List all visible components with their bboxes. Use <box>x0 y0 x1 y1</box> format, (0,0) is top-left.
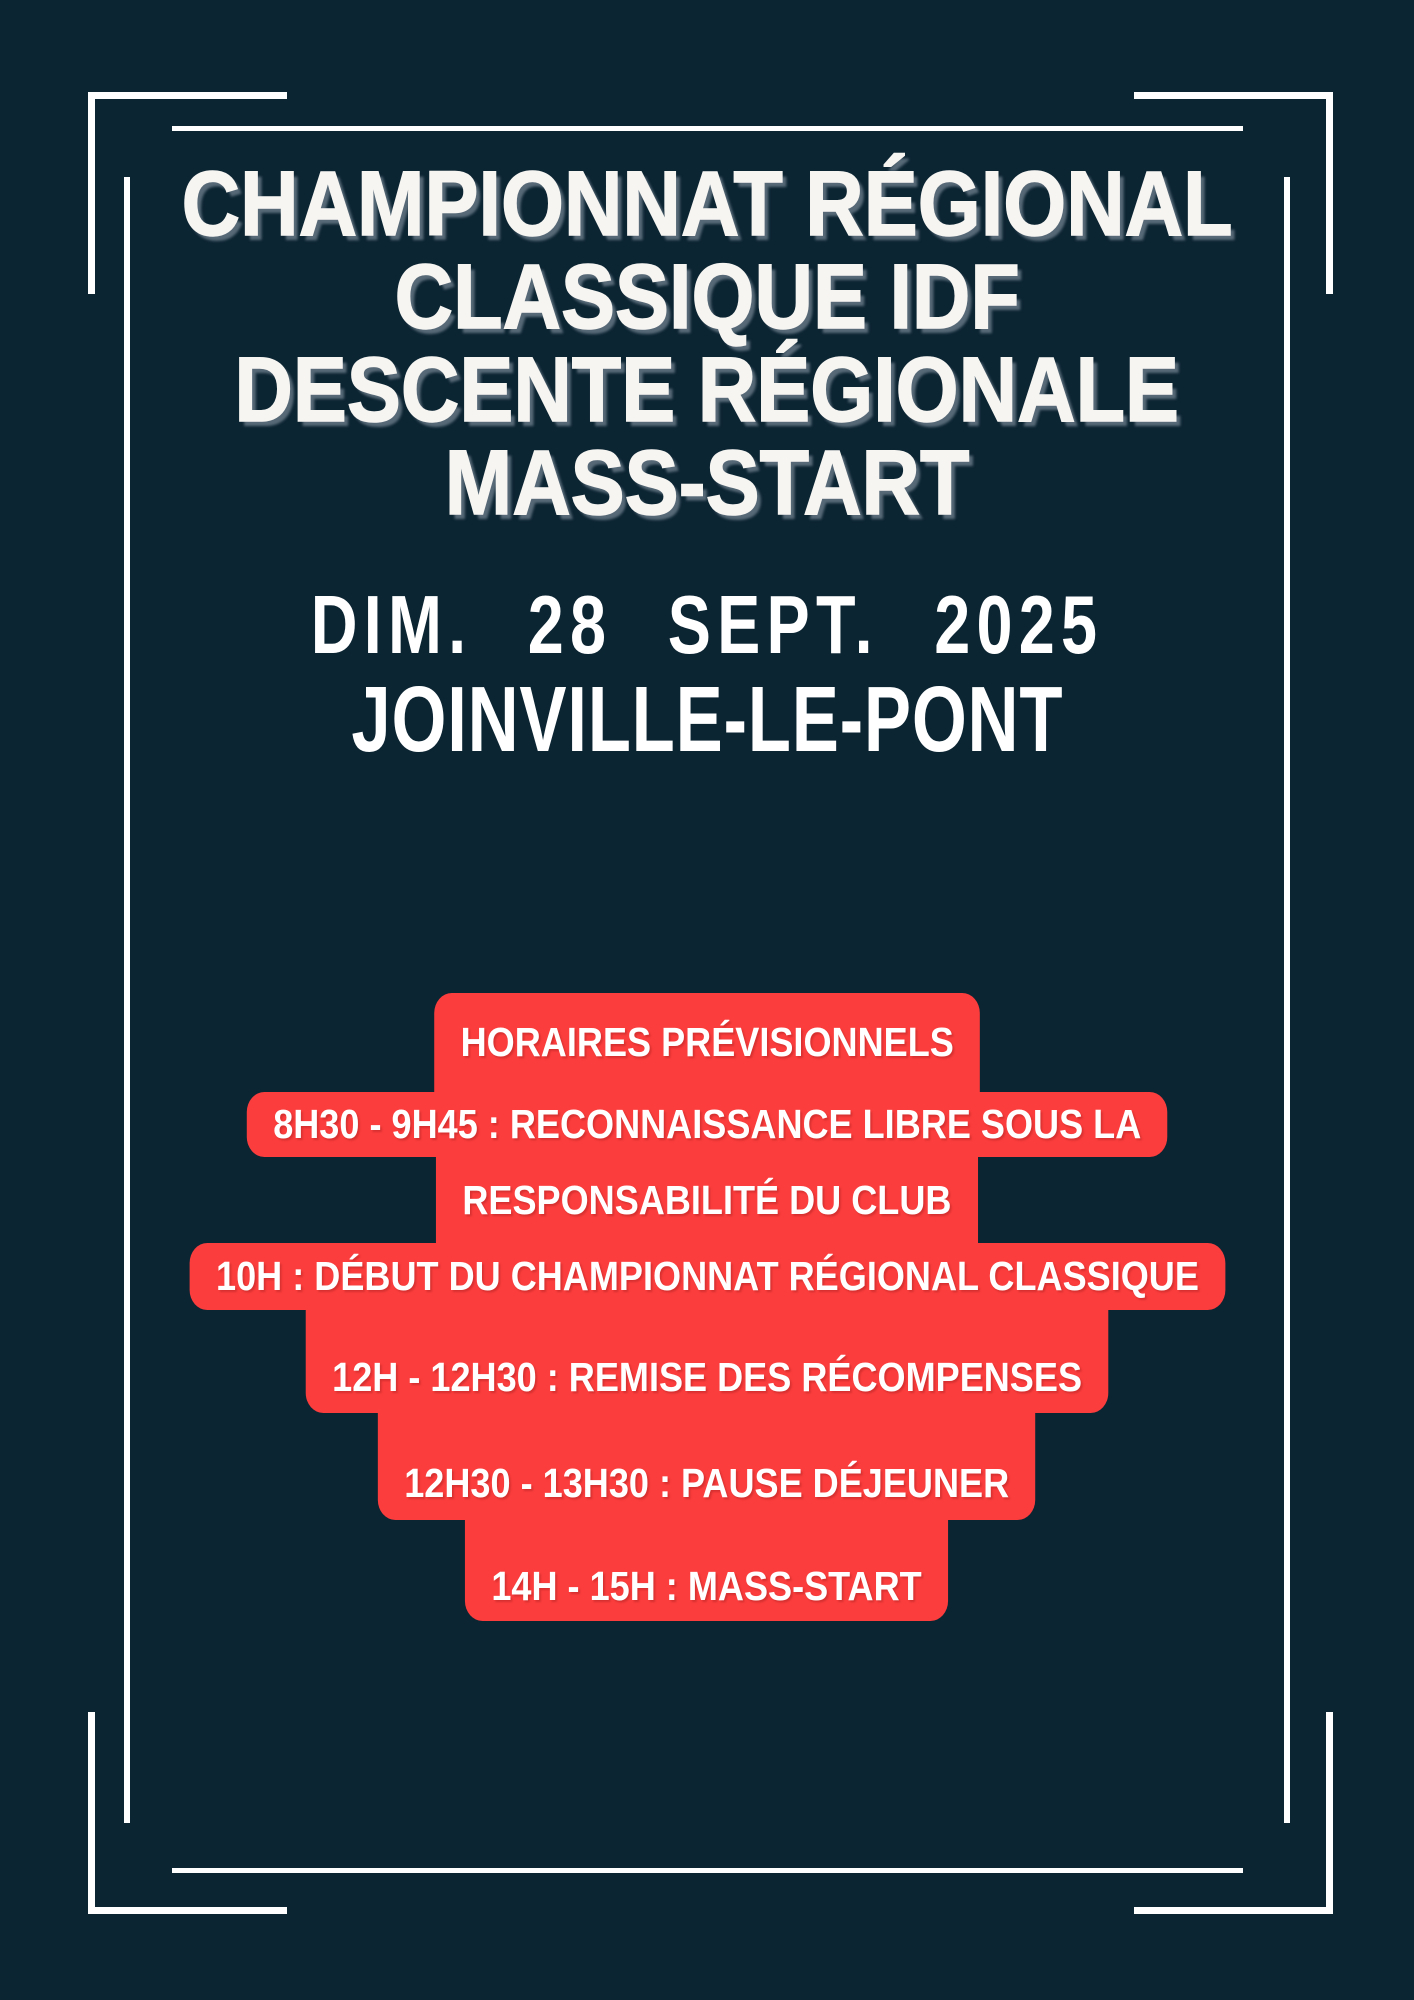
title-line-2: CLASSIQUE IDF <box>394 246 1020 348</box>
event-location-block <box>0 667 1414 771</box>
event-date: DIM. 28 SEPT. 2025 <box>310 578 1104 671</box>
schedule-row: 12H - 12H30 : REMISE DES RÉCOMPENSES <box>306 1310 1109 1413</box>
schedule-block <box>0 993 1414 1621</box>
schedule-row: 12H30 - 13H30 : PAUSE DÉJEUNER <box>378 1413 1036 1520</box>
poster-title <box>0 153 1414 534</box>
event-location: JOINVILLE-LE-PONT <box>351 667 1063 771</box>
title-line-1: CHAMPIONNAT RÉGIONAL <box>181 153 1233 255</box>
schedule-row: 8H30 - 9H45 : RECONNAISSANCE LIBRE SOUS LA <box>247 1092 1168 1157</box>
schedule-row: 10H : DÉBUT DU CHAMPIONNAT RÉGIONAL CLASSIQUE <box>189 1243 1225 1310</box>
schedule-row: RESPONSABILITÉ DU CLUB <box>436 1157 978 1243</box>
event-date-block <box>0 578 1414 671</box>
frame-corner-bottom-right <box>1134 1712 1333 1914</box>
schedule-row: 14H - 15H : MASS-START <box>465 1520 948 1621</box>
title-line-4: MASS-START <box>444 432 970 534</box>
frame-line-bottom <box>172 1868 1243 1873</box>
frame-line-top <box>172 126 1243 131</box>
schedule-header-row: HORAIRES PRÉVISIONNELS <box>434 993 980 1092</box>
frame-corner-bottom-left <box>88 1712 287 1914</box>
title-line-3: DESCENTE RÉGIONALE <box>234 339 1180 441</box>
